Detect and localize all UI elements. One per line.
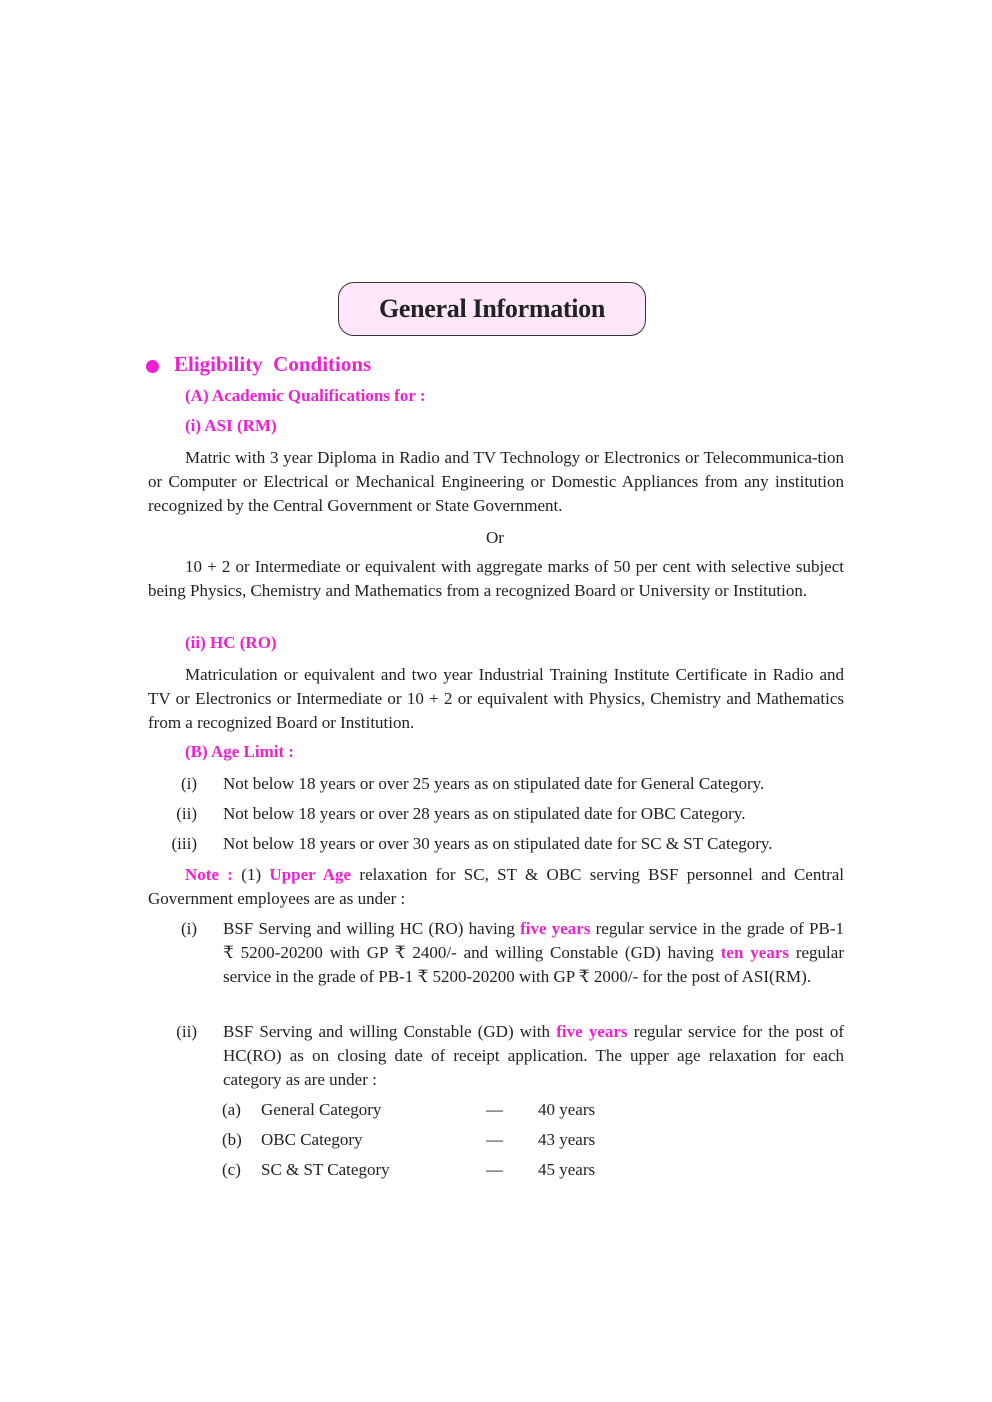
age-item xyxy=(148,832,844,856)
bullet-icon xyxy=(146,360,159,373)
subsection-academic: (A) Academic Qualifications for : xyxy=(185,386,426,405)
relaxation-item xyxy=(148,917,844,989)
page-title: General Information xyxy=(338,282,646,336)
category-name: SC & ST Category xyxy=(261,1160,390,1179)
relaxation-number: (ii) xyxy=(176,1022,197,1041)
category-letter: (b) xyxy=(222,1130,242,1149)
relaxation-text xyxy=(223,917,844,989)
note-text: (1) xyxy=(232,865,270,884)
category-dash: — xyxy=(486,1160,503,1179)
hc-paragraph: Matriculation or equivalent and two year Industrial Training Institute Certificate in Radio and TV or Electronics or Intermediate or 10 + 2 or equivalent with Physics, Chemistry and Mathematics from a recognized Board or Institution. xyxy=(148,665,844,732)
note-highlight: Upper Age xyxy=(269,865,352,884)
section-title: Eligibility Conditions xyxy=(174,352,372,376)
note-text: relaxation for SC, ST & OBC serving BSF personnel and Central Government employees are as under : xyxy=(148,865,845,908)
category-value: 40 years xyxy=(538,1100,596,1119)
category-name: OBC Category xyxy=(261,1130,363,1149)
heading-asi: (i) ASI (RM) xyxy=(185,416,277,435)
age-item-text: Not below 18 years or over 28 years as on stipulated date for OBC Category. xyxy=(223,804,746,823)
relaxation-text-part: regular service for the post of HC(RO) as on closing date of receipt application. The upper age relaxation for each category as are under : xyxy=(223,1022,844,1089)
relaxation-number: (i) xyxy=(180,919,197,938)
category-value: 45 years xyxy=(538,1160,596,1179)
age-item-text: Not below 18 years or over 30 years as on stipulated date for SC & ST Category. xyxy=(223,834,773,853)
asi-paragraph: Matric with 3 year Diploma in Radio and TV Technology or Electronics or Telecommunica-tion or Computer or Electrical or Mechanical Engineering or Domestic Appliances from any institution recognized by the Central Government or State Government. xyxy=(148,448,844,515)
heading-hc: (ii) HC (RO) xyxy=(185,633,277,652)
asi-paragraph-alt: 10 + 2 or Intermediate or equivalent with aggregate marks of 50 per cent with selective subject being Physics, Chemistry and Mathematics from a recognized Board or University or Institution. xyxy=(148,557,844,600)
category-letter: (c) xyxy=(222,1160,241,1179)
category-letter: (a) xyxy=(222,1100,241,1119)
relaxation-text xyxy=(223,1020,844,1092)
note-paragraph xyxy=(148,863,844,911)
relaxation-text-part: regular service in the grade of PB-1 ₹ 5200-20200 with GP ₹ 2000/- for the post of ASI(RM). xyxy=(223,943,844,986)
note-label: Note : xyxy=(185,865,233,884)
category-dash: — xyxy=(486,1100,503,1119)
age-item-number: (i) xyxy=(180,774,197,793)
highlight-text: five years xyxy=(556,1022,628,1041)
highlight-text: ten years xyxy=(720,943,789,962)
category-row xyxy=(0,1098,992,1122)
age-item-text: Not below 18 years or over 25 years as on stipulated date for General Category. xyxy=(223,774,765,793)
age-item-number: (iii) xyxy=(171,834,197,853)
category-row xyxy=(0,1128,992,1152)
category-name: General Category xyxy=(261,1100,382,1119)
relaxation-text-part: BSF Serving and willing Constable (GD) with xyxy=(223,1022,557,1041)
relaxation-text-part: BSF Serving and willing HC (RO) having xyxy=(223,919,521,938)
age-item xyxy=(148,772,844,796)
or-separator: Or xyxy=(486,528,504,547)
relaxation-text-part: regular service in the grade of PB-1 ₹ 5200-20200 with GP ₹ 2400/- and willing Constable (GD) having xyxy=(223,919,844,962)
subsection-age-limit: (B) Age Limit : xyxy=(185,742,295,761)
category-row xyxy=(0,1158,992,1182)
highlight-text: five years xyxy=(520,919,591,938)
age-item xyxy=(148,802,844,826)
relaxation-item xyxy=(148,1020,844,1092)
category-value: 43 years xyxy=(538,1130,596,1149)
category-dash: — xyxy=(486,1130,503,1149)
age-item-number: (ii) xyxy=(176,804,197,823)
